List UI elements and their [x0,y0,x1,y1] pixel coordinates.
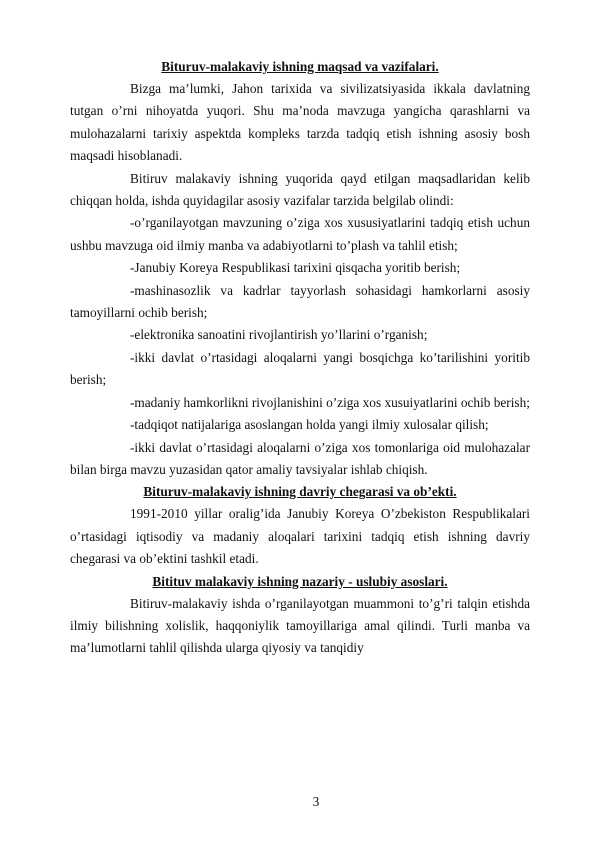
list-item: -ikki davlat o’rtasidagi aloqalarni o’ziga xos tomonlariga oid mulohazalar bilan birga mavzu yuzasidan qator amaliy tavsiyalar ishlab chiqish. [70,439,530,477]
paragraph: Bitiruv-malakaviy ishda o’rganilayotgan muammoni to’g’ri talqin etishda ilmiy bilishning xolislik, haqqoniylik tamoyillariga amal qilindi. Turli manba va ma’lumotlarni tahlil qilishda ularga qiyosiy va tanqidiy [70,595,530,656]
page-number: 3 [312,794,320,809]
list-item: -o’rganilayotgan mavzuning o’ziga xos xususiyatlarini tadqiq etish uchun ushbu mavzuga oid ilmiy manba va adabiyotlarni to’plash va tahlil etish; [70,215,530,253]
paragraph: Bizga ma’lumki, Jahon tarixida va sivilizatsiyasida ikkala davlatning tutgan o’rni nihoyatda yuqori. Shu ma’noda mavzuga yangicha qarashlarni va mulohazalarni tarixiy aspektda kompleks tarzda tadqiq etish ishning asosiy bosh maqsadi hisoblanadi. [70,81,530,164]
paragraph: Bitiruv malakaviy ishning yuqorida qayd etilgan maqsadlaridan kelib chiqqan holda, ishda quyidagilar asosiy vazifalar tarzida belgilab olindi: [70,170,530,209]
section-heading-methodology: Bitituv malakaviy ishning nazariy - uslubiy asoslari. [152,573,448,589]
list-item: -elektronika sanoatini rivojlantirish yo’llarini o’rganish; [130,327,428,343]
section-heading-goals: Bituruv-malakaviy ishning maqsad va vazifalari. [161,59,439,74]
list-item: -madaniy hamkorlikni rivojlanishini o’ziga xos xusuiyatlarini ochib berish; [130,394,530,410]
list-item: -Janubiy Koreya Respublikasi tarixini qisqacha yoritib berish; [130,260,461,276]
document-body [70,56,530,660]
list-item: -ikki davlat o’rtasidagi aloqalarni yangi bosqichga ko’tarilishini yoritib berish; [70,349,530,388]
list-item: -mashinasozlik va kadrlar tayyorlash sohasidagi hamkorlarni asosiy tamoyillarni ochib berish; [70,282,530,321]
section-heading-period: Bituruv-malakaviy ishning davriy chegarasi va ob’ekti. [143,484,457,500]
paragraph: 1991-2010 yillar oralig’ida Janubiy Koreya O’zbekiston Respublikalari o’rtasidagi iqtisodiy va madaniy aloqalari tarixini tadqiq etish ishning davriy chegarasi va ob’ektini tashkil etadi. [70,506,530,567]
list-item: -tadqiqot natijalariga asoslangan holda yangi ilmiy xulosalar qilish; [130,417,489,433]
